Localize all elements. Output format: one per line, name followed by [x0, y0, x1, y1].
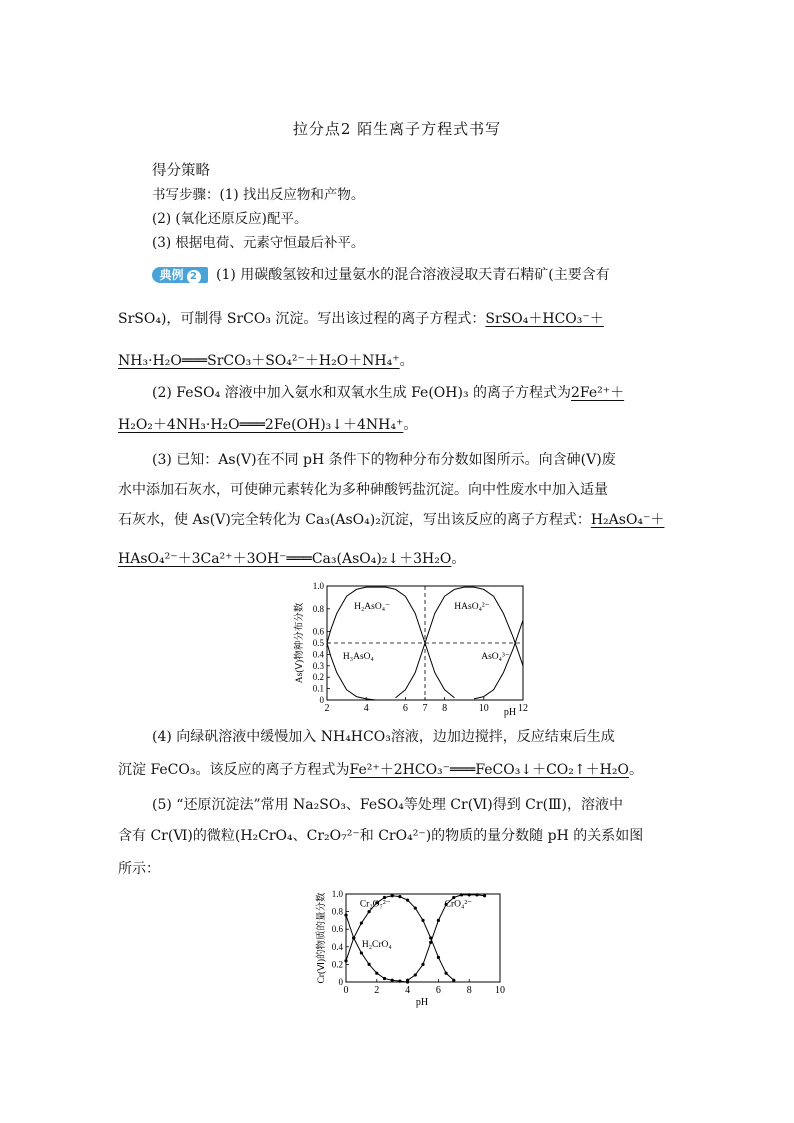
strategy-step-2: (2) (氧化还原反应)配平。 [152, 211, 308, 227]
answer-3-end: HAsO₄²⁻＋3Ca²⁺＋3OH⁻═══Ca₃(AsO₄)₂↓＋3H₂O [118, 551, 452, 567]
data-point [398, 980, 401, 983]
question-4-line-1: (4) 向绿矾溶液中缓慢加入 NH₄HCO₃溶液，边加边搅拌，反应结束后生成 [152, 729, 615, 745]
data-point [406, 899, 409, 902]
x-tick-label: 10 [495, 985, 505, 996]
y-tick-label: 0.1 [312, 683, 324, 694]
data-point [368, 910, 371, 913]
data-point [344, 914, 347, 917]
question-3-line-3: 石灰水，使 As(Ⅴ)完全转化为 Ca₃(AsO₄)₂沉淀，写出该反应的离子方程式：H₂AsO₄⁻＋ [118, 512, 665, 528]
x-axis-label: pH [503, 707, 517, 718]
question-5-line-2: 含有 Cr(Ⅵ)的微粒(H₂CrO₄、Cr₂O₇²⁻和 CrO₄²⁻)的物质的量分数随 pH 的关系如图 [118, 828, 644, 844]
data-point [468, 893, 471, 896]
series-label: AsO₄³⁻ [481, 651, 510, 662]
question-5-line-3: 所示： [118, 861, 160, 877]
cr-species-chart [312, 880, 512, 1014]
question-3-line-4: HAsO₄²⁻＋3Ca²⁺＋3OH⁻═══Ca₃(AsO₄)₂↓＋3H₂O。 [118, 551, 466, 567]
data-point [391, 894, 394, 897]
data-point [421, 919, 424, 922]
y-axis-label: Cr(Ⅵ)的物质的量分数 [317, 892, 327, 984]
question-2-line-1: (2) FeSO₄ 溶液中加入氨水和双氧水生成 Fe(OH)₃ 的离子方程式为2Fe²⁺＋ [152, 385, 625, 401]
data-point [398, 895, 401, 898]
data-point [437, 956, 440, 959]
y-axis-label: As(Ⅴ)物种分布分数 [295, 602, 305, 684]
x-tick-label: 8 [466, 985, 472, 996]
x-tick-label: 2 [374, 985, 380, 996]
data-point [375, 972, 378, 975]
x-tick-label: 0 [343, 985, 349, 996]
question-4-line-2: 沉淀 FeCO₃。该反应的离子方程式为Fe²⁺＋2HCO₃⁻═══FeCO₃↓＋CO₂↑＋H₂O。 [118, 762, 643, 778]
x-axis-label: pH [415, 997, 429, 1008]
question-1-line-1: 典例 2 (1) 用碳酸氢铵和过量氨水的混合溶液浸取天青石精矿(主要含有 [152, 266, 610, 284]
y-tick-label: 0.2 [312, 672, 324, 683]
answer-1-end: NH₃·H₂O═══SrCO₃＋SO₄²⁻＋H₂O＋NH₄⁺ [118, 353, 400, 369]
y-tick-label: 0.8 [331, 906, 343, 917]
answer-3-start: H₂AsO₄⁻＋ [590, 512, 665, 528]
x-tick-label: 7 [422, 703, 428, 714]
answer-2-start: 2Fe²⁺＋ [571, 385, 625, 401]
data-point [391, 979, 394, 982]
data-point [421, 963, 424, 966]
x-tick-label: 4 [363, 703, 369, 714]
x-tick-label: 8 [442, 703, 448, 714]
data-point [437, 919, 440, 922]
answer-2-end: H₂O₂＋4NH₃·H₂O═══2Fe(OH)₃↓＋4NH₄⁺ [118, 417, 404, 433]
y-tick-label: 0.8 [312, 603, 324, 614]
y-tick-label: 0.6 [312, 626, 324, 637]
data-point [352, 936, 355, 939]
y-tick-label: 0.6 [331, 924, 343, 935]
strategy-step-3: (3) 根据电荷、元素守恒最后补平。 [152, 235, 365, 251]
data-point [475, 893, 478, 896]
series-label: HAsO₄²⁻ [454, 601, 490, 612]
x-tick-label: 4 [405, 985, 411, 996]
answer-1-start: SrSO₄＋HCO₃⁻＋ [485, 311, 604, 327]
data-point [406, 979, 409, 982]
example-number: 2 [187, 270, 201, 284]
x-tick-label: 6 [435, 985, 441, 996]
y-tick-label: 1.0 [312, 581, 324, 591]
data-point [344, 959, 347, 962]
strategy-step-1: 书写步骤：(1) 找出反应物和产物。 [152, 187, 365, 203]
x-tick-label: 10 [478, 703, 489, 714]
as-species-chart [290, 578, 535, 724]
data-point [452, 979, 455, 982]
question-3-line-1: (3) 已知：As(Ⅴ)在不同 pH 条件下的物种分布分数如图所示。向含砷(Ⅴ)废 [152, 452, 616, 468]
data-point [383, 977, 386, 980]
data-point [483, 894, 486, 897]
series-label: CrO₄²⁻ [444, 899, 473, 910]
series-label: H₂AsO₄⁻ [354, 601, 391, 612]
example-badge: 典例 2 [152, 267, 208, 283]
question-1-line-3: NH₃·H₂O═══SrCO₃＋SO₄²⁻＋H₂O＋NH₄⁺。 [118, 353, 414, 369]
series-label: H₃AsO₄ [342, 651, 374, 662]
data-point [445, 972, 448, 975]
y-tick-label: 0.4 [331, 941, 343, 952]
data-point [429, 941, 432, 944]
y-tick-label: 0.5 [312, 638, 324, 648]
series-label: H₂CrO₄ [361, 939, 392, 950]
data-point [414, 973, 417, 976]
page-title: 拉分点2 陌生离子方程式书写 [292, 120, 502, 138]
data-point [360, 921, 363, 924]
y-tick-label: 0.4 [312, 649, 324, 660]
data-point [360, 951, 363, 954]
question-1-line-2: SrSO₄)，可制得 SrCO₃ 沉淀。写出该过程的离子方程式：SrSO₄＋HCO₃⁻＋ [118, 311, 604, 327]
x-tick-label: 6 [402, 703, 408, 714]
as-species-chart-svg [290, 578, 535, 720]
data-point [368, 963, 371, 966]
series-label: Cr₂O₇²⁻ [359, 899, 391, 910]
x-tick-label: 2 [324, 703, 330, 714]
question-2-line-2: H₂O₂＋4NH₃·H₂O═══2Fe(OH)₃↓＋4NH₄⁺。 [118, 417, 418, 433]
cr-species-chart-svg [312, 880, 512, 1010]
answer-4: Fe²⁺＋2HCO₃⁻═══FeCO₃↓＋CO₂↑＋H₂O [349, 762, 629, 778]
x-tick-label: 12 [518, 703, 528, 714]
question-3-line-2: 水中添加石灰水，可使砷元素转化为多种砷酸钙盐沉淀。向中性废水中加入适量 [118, 482, 608, 498]
strategy-heading: 得分策略 [152, 163, 210, 179]
data-point [414, 906, 417, 909]
y-tick-label: 0 [319, 695, 324, 705]
question-5-line-1: (5) “还原沉淀法”常用 Na₂SO₃、FeSO₄等处理 Cr(Ⅵ)得到 Cr(Ⅲ)，溶液中 [152, 797, 623, 813]
series-line-2 [327, 587, 454, 698]
data-point [460, 893, 463, 896]
y-tick-label: 0.2 [331, 959, 343, 970]
y-tick-label: 0.3 [312, 660, 324, 671]
y-tick-label: 0 [338, 977, 343, 987]
y-tick-label: 1.0 [331, 889, 343, 899]
